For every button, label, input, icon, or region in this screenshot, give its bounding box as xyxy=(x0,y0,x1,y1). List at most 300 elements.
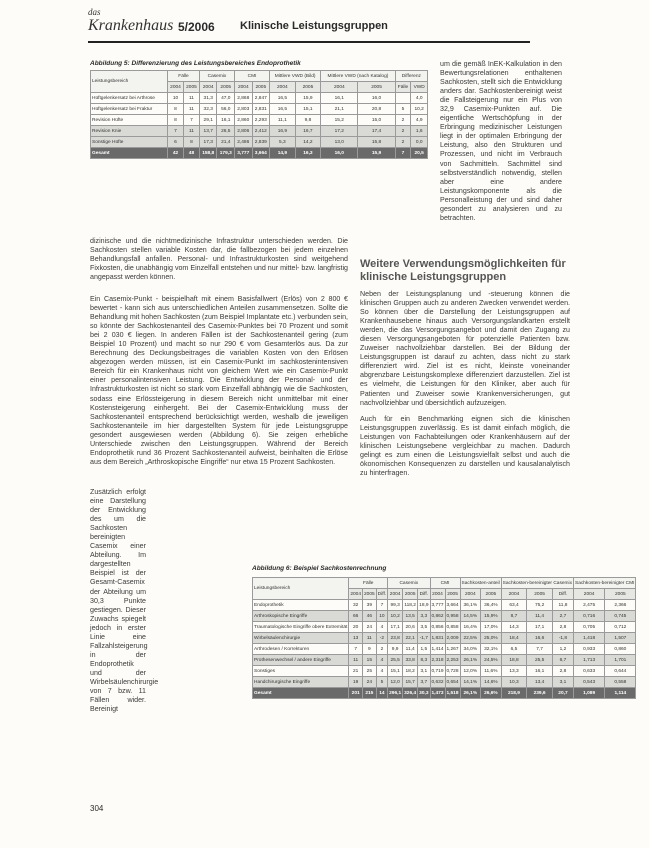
table-cell: 16,5 xyxy=(270,93,296,104)
table-row xyxy=(91,148,428,159)
table-cell: 7 xyxy=(376,600,387,611)
table-cell: 3,1 xyxy=(418,666,430,677)
table-cell: 21,4 xyxy=(217,137,235,148)
table-subheader-cell: 2004 xyxy=(199,82,217,93)
table-cell: 13,3 xyxy=(501,666,527,677)
right-paragraph-2: Auch für ein Benchmarking eignen sich die klinischen Leistungsgruppen zuverlässig. Es ist damit einfach möglich, die Leistungen von Fachabteilungen oder Krankenhäusern auf der klinischen Leistungsebene vergleichbar zu machen. Dadurch gelingt es zum einen die Leistungsvielfalt selbst und auch die ökonomischen Konsequenzen zu darstellen und kausalanalytisch zu hinterfragen. xyxy=(360,414,570,477)
table-cell: 13,4 xyxy=(527,677,553,688)
table-cell: 239,6 xyxy=(527,688,553,699)
table-cell: 1,267 xyxy=(445,644,460,655)
table-cell: 179,3 xyxy=(217,148,235,159)
table-cell: 4 xyxy=(376,655,387,666)
table-cell: 158,8 xyxy=(199,148,217,159)
table-cell: 9,9 xyxy=(388,644,403,655)
table-cell: 20,8 xyxy=(358,104,395,115)
table-cell: 11 xyxy=(183,93,199,104)
table-cell: 3,664 xyxy=(252,148,270,159)
table-cell: 16,1 xyxy=(321,93,358,104)
table-cell: 17,4 xyxy=(358,126,395,137)
table-cell: 215 xyxy=(363,688,377,699)
table-cell: 0,712 xyxy=(605,622,636,633)
table-cell: 15,7 xyxy=(403,677,418,688)
table-cell: 16,4% xyxy=(460,622,481,633)
table-cell: 29,1 xyxy=(199,115,217,126)
table-row xyxy=(253,633,636,644)
table-cell: 0,644 xyxy=(605,666,636,677)
table-subheader-cell: 2004 xyxy=(235,82,253,93)
table-cell: 2,475 xyxy=(574,600,605,611)
table-cell: 17,1 xyxy=(527,622,553,633)
table-cell: 18,4 xyxy=(501,633,527,644)
table-cell: 16,0 xyxy=(321,148,358,159)
right-column-intro xyxy=(440,60,562,230)
table-cell: 18,9 xyxy=(418,600,430,611)
table-header-cell: Leistungsbereich xyxy=(253,578,349,600)
table-subheader-cell: 2004 xyxy=(349,589,363,600)
table-cell: 3,5 xyxy=(418,622,430,633)
table-cell: 1,6 xyxy=(411,126,428,137)
table-subheader-cell: 2005 xyxy=(252,82,270,93)
table-subheader-cell: 2005 xyxy=(363,589,377,600)
table-cell: 8 xyxy=(183,137,199,148)
table-cell: 16,5 xyxy=(270,104,296,115)
table-cell: 15,0 xyxy=(358,115,395,126)
table-subheader-cell: 2004 xyxy=(321,82,358,93)
table-cell: 16,1 xyxy=(217,115,235,126)
table-cell: 11,4 xyxy=(527,611,553,622)
table-row xyxy=(253,600,636,611)
table-cell: 20,7 xyxy=(552,688,573,699)
table-cell: 15,9% xyxy=(481,611,502,622)
table-cell: 20,5 xyxy=(411,148,428,159)
row-label: Arthrodesen / Korrekturen xyxy=(253,644,349,655)
table-subheader-cell: Diff. xyxy=(418,589,430,600)
table-cell: 33,8 xyxy=(403,655,418,666)
table-cell: 2 xyxy=(395,115,411,126)
table-cell: 2 xyxy=(376,644,387,655)
table-cell: 1,089 xyxy=(574,688,605,699)
table-cell: 25,0% xyxy=(481,633,502,644)
right-paragraph-1: Neben der Leistungsplanung und -steuerung können die klinischen Gruppen auch zu anderen Zwecken verwendet werden. So können über die Darstellung der Leistungsgruppen auf Krankenhausebene hinaus auch Versorgungslandkarten erstellt werden, die das Versorgungsangebot und damit den Zugang zu diesen Versorgungsangeboten für potenzielle Patienten bzw. Zuweiser nachvollziehbar darstellen. Bei der Bildung der Leistungsgruppen ist darauf zu achten, dass nicht zu stark differenziert wird. Ziel ist es nicht, kleinste voneinander abgrenzbare Leistungskomplexe differenziert darzustellen. Ziel ist es vielmehr, die Leistungen für den Kliniker, aber auch für Patienten und Zuweiser sowie Krankenversicherungen, gut nachvollziehbar und übersichtlich aufzuzeigen. xyxy=(360,290,570,407)
section-heading: Weitere Verwendungsmöglichkeiten für klinische Leistungsgruppen xyxy=(360,258,566,283)
table-cell: 16,0 xyxy=(358,93,395,104)
table-row xyxy=(91,115,428,126)
table-cell: 0,728 xyxy=(445,666,460,677)
table-cell: 1,518 xyxy=(445,688,460,699)
table-cell: 10 xyxy=(168,93,184,104)
left-paragraph-1: dizinische und die nichtmedizinische Infrastruktur unterschieden werden. Die Sachkosten stellen variable Kosten dar, die fallbezogen bei jedem einzelnen Behandlungsfall anfallen. Personal- und Infrastrukturkosten sind weitgehend Fixkosten, die unabhängig vom Einzelfall entstehen und nur mittel- bzw. langfristig angepasst werden können. xyxy=(90,237,348,282)
table-cell: -1,7 xyxy=(418,633,430,644)
table-cell: 15,9 xyxy=(358,148,395,159)
table-cell: 16,9 xyxy=(270,126,296,137)
table-cell: 66 xyxy=(349,611,363,622)
table-cell: 5 xyxy=(376,677,387,688)
table-cell: 0,745 xyxy=(605,611,636,622)
table-header-cell: Sachkosten-bereinigter Casemix xyxy=(501,578,573,589)
table-cell: 2,009 xyxy=(445,633,460,644)
table-header-cell: CMI xyxy=(430,578,460,589)
table-cell: 0,632 xyxy=(430,677,445,688)
table-cell: 0,862 xyxy=(430,611,445,622)
table-row xyxy=(253,611,636,622)
table-cell: 31,3 xyxy=(199,93,217,104)
right-intro-paragraph: um die gemäß InEK-Kalkulation in den Bewertungsrelationen enthaltenen Sachkosten, stellt sich die Entwicklung anders dar. Sachkostenbereinigt weist die Fallsteigerung nur ein Plus von 32,9 Casemix-Punkten auf. Die eigentliche Wertschöpfung in der Erbringung medizinischer Leistungen liegt in der optimalen Erbringung der Leistung, also den Strukturen und Prozessen, und nicht im Verbrauch von Sachmitteln. Sachmittel sind selbstverständlich notwendig, stellen aber eine andere Leistungskomponente als die Personalleistung der und sind daher gesondert zu analysieren und zu betrachten. xyxy=(440,60,562,222)
table-cell: 23,8 xyxy=(388,633,403,644)
table-cell: 6,5 xyxy=(501,644,527,655)
table-subheader-cell: 2005 xyxy=(605,589,636,600)
right-column-body xyxy=(360,290,570,485)
table-cell: 9,8 xyxy=(295,115,321,126)
left-paragraph-2: Ein Casemix-Punkt - beispielhaft mit einem Basisfallwert (Erlös) von 2 800 € bewertet - kann sich aus unterschiedlichen Anteilen zusammensetzen. Sollte die Behandlung mit hohen Sachkosten (zum Beispiel Implantate etc.) verbunden sein, so könnte der Sachkostenanteil des Casemix-Punktes bei 70 Prozent und somit bei 2 030 € liegen. In anderen Fällen ist der Sachkostenanteil gering (zum Beispiel 10 Prozent) und macht so nur 290 € vom Gesamterlös aus. Da zur Berechnung des Deckungsbeitrages die variablen Kosten von den Erlösen abgezogen werden müssen, ist ein Casemix-Punkt im sachkostenintensiven Bereich für ein Krankenhaus nicht von gleichem Wert wie ein Casemix-Punkt einer personalintensiven Leistung. Die Entwicklung der Personal- und der Infrastrukturkosten ist nicht so stark vom Einzelfall abhängig wie die Sachkosten, sodass eine Erlössteigerung in diesem Bereich nicht unmittelbar mit einer Kostensteigerung einhergeht. Bei der Casemix-Entwicklung muss der Sachkostenanteil entsprechend berücksichtigt werden, weshalb die jeweiligen Sachkostenanteile im hier dargestellten System für jede Leistungsgruppe gesondert ausgewiesen werden (Abbildung 6). Sie zeigen erhebliche Unterschiede zwischen den Leistungsgruppen. Während der Bereich Endoprothetik rund 36 Prozent Sachkostenanteil aufweist, beinhalten die Erlöse aus dem Bereich „Arthroskopische Eingriffe“ nur etwa 15 Prozent Sachkosten. xyxy=(90,295,348,466)
table-subheader-cell: 2005 xyxy=(183,82,199,93)
table-cell: 99,3 xyxy=(388,600,403,611)
table-cell: 0,933 xyxy=(574,644,605,655)
table-cell: 4 xyxy=(376,622,387,633)
table-cell: 0,716 xyxy=(574,611,605,622)
table-cell: 0,958 xyxy=(445,611,460,622)
table-cell: 16,3 xyxy=(295,148,321,159)
table-header-cell: Casemix xyxy=(199,71,234,82)
table-cell: 5,3 xyxy=(270,137,296,148)
table-cell: 14,3 xyxy=(501,622,527,633)
table-cell: 14,5% xyxy=(460,611,481,622)
table-cell: 2,847 xyxy=(252,93,270,104)
table-cell: 1,114 xyxy=(605,688,636,699)
table-cell xyxy=(395,93,411,104)
table-subheader-cell: 2004 xyxy=(388,589,403,600)
table-subheader-cell: Fälle xyxy=(395,82,411,93)
table-cell: 39 xyxy=(363,600,377,611)
table-cell: 17,0% xyxy=(481,622,502,633)
table-cell: 48 xyxy=(183,148,199,159)
table-cell: 19 xyxy=(349,677,363,688)
table-cell: 1,473 xyxy=(430,688,445,699)
table-header-cell: Fälle xyxy=(168,71,200,82)
table-row xyxy=(91,126,428,137)
table-cell: 13,0 xyxy=(321,137,358,148)
figure5-title: Abbildung 5: Differenzierung des Leistungsbereiches Endoprothetik xyxy=(90,60,301,67)
table-cell: 10,2 xyxy=(388,611,403,622)
table-cell: 36,4% xyxy=(481,600,502,611)
table-header-row xyxy=(91,71,428,82)
table-cell: 2 xyxy=(395,137,411,148)
table-cell: 24 xyxy=(363,622,377,633)
table-cell: 13,7 xyxy=(199,126,217,137)
table-cell: 2,293 xyxy=(252,115,270,126)
table-header-cell: CMI xyxy=(235,71,270,82)
table-cell: 6 xyxy=(168,137,184,148)
table-cell: 2,8 xyxy=(552,666,573,677)
table-cell: 218,9 xyxy=(501,688,527,699)
table-cell: 11,1 xyxy=(270,115,296,126)
table-cell: 15,1 xyxy=(388,666,403,677)
table-cell: -1,8 xyxy=(552,633,573,644)
table-cell: 12,0 xyxy=(388,677,403,688)
row-label: Endoprothetik xyxy=(253,600,349,611)
table-cell: 1,701 xyxy=(605,655,636,666)
figure6-title: Abbildung 6: Beispiel Sachkostenrechnung xyxy=(252,565,387,572)
table-header-cell: Sachkosten-bereinigter CMI xyxy=(574,578,636,589)
row-label: Revision Knie xyxy=(91,126,168,137)
table-cell: 21,1 xyxy=(321,104,358,115)
table-cell: 7 xyxy=(349,644,363,655)
table-cell: 34,0% xyxy=(460,644,481,655)
table-cell: 32,3 xyxy=(199,104,217,115)
table-cell: 6,7 xyxy=(552,655,573,666)
table-header-cell: Mittlere VWD (nach Katalog) xyxy=(321,71,395,82)
table-cell: 22,5% xyxy=(460,633,481,644)
table-cell: 11 xyxy=(183,126,199,137)
row-label: Traumatologische Eingriffe obere Extremität xyxy=(253,622,349,633)
table-cell: 0,543 xyxy=(574,677,605,688)
table-cell: 14,2 xyxy=(295,137,321,148)
left-paragraph-3: Zusätzlich erfolgt eine Darstellung der Entwicklung des um die Sachkosten bereinigten Casemix einer Abteilung. Im dargestellten Beispiel ist der Gesamt-Casemix der Abteilung um 30,3 Punkte gestiegen. Dieser Zuwachs spiegelt jedoch in erster Linie eine Fallzahlsteigerung in der Endoprothetik und der Wirbelsäulenchirurgie von 7 bzw. 11 Fällen wider. Bereinigt xyxy=(90,488,159,714)
table-cell: 15,9 xyxy=(295,93,321,104)
table-cell: 1,5 xyxy=(418,644,430,655)
table-cell: 1,713 xyxy=(574,655,605,666)
left-column-narrow xyxy=(90,488,159,808)
table-cell: 21 xyxy=(349,666,363,677)
table-cell: 1,418 xyxy=(574,633,605,644)
table-cell: 8 xyxy=(168,104,184,115)
table-cell: 11,8 xyxy=(552,600,573,611)
table-cell: 2,860 xyxy=(235,115,253,126)
table-cell: 17,1 xyxy=(388,622,403,633)
row-label: Handchirurgische Eingriffe xyxy=(253,677,349,688)
table-cell: 15,8 xyxy=(358,137,395,148)
table-cell: 46 xyxy=(363,611,377,622)
table-cell: 0,860 xyxy=(605,644,636,655)
table-cell: 2,253 xyxy=(445,655,460,666)
table-cell: 1,2 xyxy=(552,644,573,655)
table-cell: 30,3 xyxy=(418,688,430,699)
table-cell: 2,7 xyxy=(552,611,573,622)
table-cell: 0,856 xyxy=(430,622,445,633)
table-cell: 32,1% xyxy=(481,644,502,655)
table-cell: 25 xyxy=(363,666,377,677)
table-cell: 3,1 xyxy=(552,677,573,688)
table-subheader-cell: 2005 xyxy=(358,82,395,93)
table-row xyxy=(253,622,636,633)
table-cell: 17,3 xyxy=(199,137,217,148)
table-row xyxy=(91,104,428,115)
table-cell: 63,4 xyxy=(501,600,527,611)
table-cell: 26,1% xyxy=(460,655,481,666)
table-cell: 25,5 xyxy=(388,655,403,666)
table-row xyxy=(253,644,636,655)
table-cell: 20 xyxy=(349,622,363,633)
table-cell: 32 xyxy=(349,600,363,611)
row-label: Gesamt xyxy=(253,688,349,699)
table-cell: 16,7 xyxy=(295,126,321,137)
table-cell: 13,5 xyxy=(403,611,418,622)
table-cell: 75,2 xyxy=(527,600,553,611)
row-label: Sonstige Hüfte xyxy=(91,137,168,148)
table-cell: 2,486 xyxy=(235,137,253,148)
table-cell: 10,3 xyxy=(501,677,527,688)
issue-number: 5/2006 xyxy=(178,20,215,34)
table-subheader-cell: Diff. xyxy=(376,589,387,600)
table-cell: 3,7 xyxy=(418,677,430,688)
header-rule xyxy=(88,41,530,43)
row-label: Wirbelsäulenchirurgie xyxy=(253,633,349,644)
table-cell: 24 xyxy=(363,677,377,688)
table-cell: 17,2 xyxy=(321,126,358,137)
table-cell: 12,0% xyxy=(460,666,481,677)
table-subheader-cell: 2004 xyxy=(168,82,184,93)
row-label: Hüftgelenkersatz bei Arthrose xyxy=(91,93,168,104)
row-label: Revision Hüfte xyxy=(91,115,168,126)
table-cell: 3,664 xyxy=(445,600,460,611)
row-label: Arthroskopische Eingriffe xyxy=(253,611,349,622)
table-subheader-cell: 2004 xyxy=(574,589,605,600)
table-cell: 0,633 xyxy=(574,666,605,677)
table-cell: 8,3 xyxy=(418,655,430,666)
table-subheader-cell: 2004 xyxy=(460,589,481,600)
table-cell: 11 xyxy=(349,655,363,666)
table-cell: 47,0 xyxy=(217,93,235,104)
table-cell: 3,777 xyxy=(235,148,253,159)
table-cell: 11,6% xyxy=(481,666,502,677)
table-cell: 1,507 xyxy=(605,633,636,644)
table-cell: 36,1% xyxy=(460,600,481,611)
table-cell: 42 xyxy=(168,148,184,159)
table-cell: 7 xyxy=(183,115,199,126)
left-column-p2-wide xyxy=(90,295,348,485)
table-row xyxy=(253,666,636,677)
table-cell: 7,7 xyxy=(527,644,553,655)
table-cell: 10,2 xyxy=(411,104,428,115)
left-column-top xyxy=(90,237,348,289)
table-cell: 56,0 xyxy=(217,104,235,115)
table-cell: 11 xyxy=(183,104,199,115)
table-cell: 26,5 xyxy=(217,126,235,137)
table-cell: 14,6% xyxy=(481,677,502,688)
table-cell: 8 xyxy=(168,115,184,126)
table-cell: 2 xyxy=(395,126,411,137)
table-cell: 0,654 xyxy=(445,677,460,688)
table-cell: 1,831 xyxy=(430,633,445,644)
row-label: Prothesenwechsel / andere Eingriffe xyxy=(253,655,349,666)
table-cell: 13 xyxy=(349,633,363,644)
table-header-cell: Casemix xyxy=(388,578,430,589)
figure5-table xyxy=(90,70,428,159)
table-cell: 15 xyxy=(363,655,377,666)
table-cell: 24,5% xyxy=(481,655,502,666)
table-cell: 26,6% xyxy=(481,688,502,699)
table-row xyxy=(91,93,428,104)
table-cell: 201 xyxy=(349,688,363,699)
logo-big-text: Krankenhaus xyxy=(88,17,174,34)
table-subheader-cell: 2004 xyxy=(430,589,445,600)
table-cell: 0,705 xyxy=(574,622,605,633)
table-cell: 7 xyxy=(395,148,411,159)
logo-small-text: das xyxy=(88,7,101,17)
table-cell: 15,2 xyxy=(321,115,358,126)
section-title: Klinische Leistungsgruppen xyxy=(240,20,388,32)
table-cell: 14,1% xyxy=(460,677,481,688)
table-row xyxy=(253,677,636,688)
table-header-cell: Fälle xyxy=(349,578,388,589)
table-subheader-cell: 2005 xyxy=(481,589,502,600)
table-cell: 2,868 xyxy=(235,93,253,104)
row-label: Sonstiges xyxy=(253,666,349,677)
table-cell: 16,1 xyxy=(527,666,553,677)
table-cell: 22,1 xyxy=(403,633,418,644)
table-cell: 326,4 xyxy=(403,688,418,699)
table-cell: 18,8 xyxy=(501,655,527,666)
table-cell: 9 xyxy=(363,644,377,655)
table-header-cell: Mittlere VWD (Bild) xyxy=(270,71,321,82)
figure6-table xyxy=(252,577,636,699)
table-subheader-cell: 2005 xyxy=(527,589,553,600)
table-cell: 296,1 xyxy=(388,688,403,699)
table-cell: 4 xyxy=(376,666,387,677)
table-cell: 2,803 xyxy=(235,104,253,115)
table-cell: 2,318 xyxy=(430,655,445,666)
table-cell: 25,5 xyxy=(527,655,553,666)
table-cell: -2 xyxy=(376,633,387,644)
table-cell: 1,414 xyxy=(430,644,445,655)
table-row xyxy=(253,655,636,666)
table-subheader-cell: Diff. xyxy=(552,589,573,600)
table-header-row xyxy=(253,578,636,589)
table-cell: 11 xyxy=(363,633,377,644)
table-cell: 0,858 xyxy=(445,622,460,633)
table-cell: 2,412 xyxy=(252,126,270,137)
table-subheader-cell: VWD xyxy=(411,82,428,93)
table-cell: 4,9 xyxy=(411,115,428,126)
row-label: Gesamt xyxy=(91,148,168,159)
table-cell: 8,7 xyxy=(501,611,527,622)
table-cell: 0,558 xyxy=(605,677,636,688)
row-label: Hüftgelenkersatz bei Fraktur xyxy=(91,104,168,115)
table-cell: 0,0 xyxy=(411,137,428,148)
table-cell: 16,6 xyxy=(527,633,553,644)
table-cell: 2,806 xyxy=(235,126,253,137)
table-row xyxy=(253,688,636,699)
table-cell: 3,777 xyxy=(430,600,445,611)
table-header-cell: Differenz xyxy=(395,71,427,82)
table-cell: 118,2 xyxy=(403,600,418,611)
table-subheader-cell: 2005 xyxy=(217,82,235,93)
table-cell: 14 xyxy=(376,688,387,699)
table-cell: 4,0 xyxy=(411,93,428,104)
table-cell: 2,839 xyxy=(252,137,270,148)
table-cell: 18,2 xyxy=(403,666,418,677)
table-cell: 10 xyxy=(376,611,387,622)
table-cell: 11,4 xyxy=(403,644,418,655)
table-cell: 15,1 xyxy=(295,104,321,115)
table-cell: 5 xyxy=(395,104,411,115)
table-cell: 14,9 xyxy=(270,148,296,159)
page-number: 304 xyxy=(90,804,104,813)
table-header-cell: Leistungsbereich xyxy=(91,71,168,93)
table-cell: 26,1% xyxy=(460,688,481,699)
table-cell: 7 xyxy=(168,126,184,137)
table-cell: 0,719 xyxy=(430,666,445,677)
table-cell: 2,8 xyxy=(552,622,573,633)
table-cell: 20,6 xyxy=(403,622,418,633)
table-header-cell: Sachkosten-anteil xyxy=(460,578,501,589)
table-subheader-cell: 2005 xyxy=(445,589,460,600)
table-cell: 2,831 xyxy=(252,104,270,115)
table-subheader-cell: 2005 xyxy=(295,82,321,93)
table-cell: 2,366 xyxy=(605,600,636,611)
table-subheader-cell: 2004 xyxy=(270,82,296,93)
table-subheader-cell: 2004 xyxy=(501,589,527,600)
table-cell: 3,3 xyxy=(418,611,430,622)
